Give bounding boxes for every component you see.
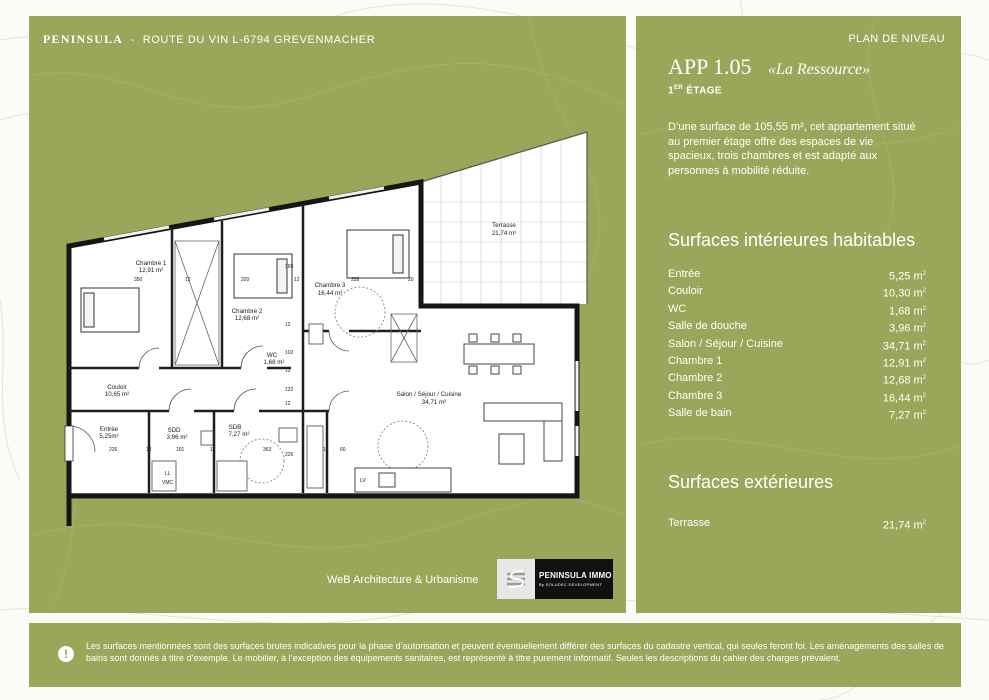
surface-label: WC — [668, 302, 687, 315]
floor-plan — [29, 16, 626, 613]
surface-value: 12,91 $m^2$ — [882, 357, 926, 370]
disclaimer-text: Les surfaces mentionnées sont des surfaces brutes indicatives pour la phase d’autorisation et peuvent éventuellement différer des surfaces du cadastre vertical, qui seules feront foi. Les aménagements des salles de bains sont donnés à titre d’exemple. Le mobilier, à l’exception des équipements sanitaires, est représenté à titre purement informatif. Seules les descriptions du cahier des charges prévalent. — [86, 641, 944, 663]
dim-102: 102 — [285, 350, 294, 356]
couloir-area: 10,65 m² — [104, 391, 130, 398]
entree-name: Entrée — [99, 426, 119, 433]
chambre3-area: 16,44 m² — [317, 290, 343, 297]
dim-363: 363 — [263, 447, 272, 453]
surface-value: 34,71 $m^2$ — [882, 340, 926, 353]
surface-value: 10,30 $m^2$ — [882, 288, 926, 301]
dim-122: 122 — [285, 387, 294, 393]
label-vmc: VMC — [162, 480, 174, 486]
dim-161: 161 — [176, 447, 185, 453]
floor-number: 1 — [668, 85, 674, 97]
developer-logo-name: PENINSULA IMMO — [539, 571, 612, 580]
terrasse-area: 21,74 m² — [491, 230, 517, 237]
apartment-name: «La Ressource» — [768, 61, 871, 78]
floor-label — [668, 85, 722, 96]
surface-label: Salle de douche — [668, 320, 747, 333]
salon-area: 34,71 m² — [421, 399, 447, 406]
bed-chambre3 — [347, 230, 409, 278]
floor-plan-panel — [29, 16, 626, 613]
dim-12f: 12 — [146, 447, 152, 453]
surface-label: Chambre 3 — [668, 389, 723, 402]
surface-label: Salon / Séjour / Cuisine — [668, 337, 783, 350]
interior-surfaces-list — [668, 266, 926, 423]
dim-60: 60 — [340, 447, 346, 453]
dim-20: 20 — [408, 277, 414, 283]
surface-value: 5,25 $m^2$ — [889, 270, 926, 283]
floor-word: ÉTAGE — [683, 85, 722, 97]
surface-value: 3,96 $m^2$ — [889, 322, 926, 335]
sdb-area: 7,27 m² — [228, 431, 250, 438]
plan-label: PLAN DE NIVEAU — [848, 33, 945, 45]
chambre1-name: Chambre 1 — [135, 260, 167, 267]
wc-name: WC — [266, 352, 278, 359]
bed-chambre2 — [234, 254, 292, 298]
surface-value: 1,68 $m^2$ — [889, 305, 926, 318]
developer-logo-text — [535, 559, 613, 599]
surface-row — [668, 388, 926, 405]
surface-value: 7,27 $m^2$ — [889, 409, 926, 422]
details-panel — [636, 16, 961, 613]
brand-name: PENINSULA — [43, 32, 124, 46]
label-ll: LL — [165, 471, 171, 477]
surface-label: Entrée — [668, 268, 701, 280]
sdd-name: SDD — [167, 427, 181, 434]
surface-row — [668, 266, 926, 283]
interior-surfaces-title: Surfaces intérieures habitables — [668, 230, 916, 250]
dim-350: 350 — [134, 277, 143, 283]
apartment-description: D’une surface de 105,55 m², cet appartement situé au premier étage offre des espaces de vie spacieux, trois chambres et est adapté aux personnes à mobilité réduite. — [668, 121, 916, 177]
surface-row — [668, 353, 926, 370]
dim-338: 338 — [351, 277, 360, 283]
terrasse-name: Terrasse — [492, 222, 516, 229]
label-lv: LV — [360, 478, 366, 484]
project-address: ROUTE DU VIN L-6794 GREVENMACHER — [142, 34, 376, 46]
surface-label: Salle de bain — [668, 407, 732, 420]
developer-logo-mark-icon — [497, 559, 535, 599]
bed-chambre1 — [81, 288, 139, 332]
chambre2-area: 12,68 m² — [234, 315, 260, 322]
entrance-marker — [65, 426, 73, 461]
developer-logo-sub: By SOLUDEC DEVELOPMENT — [539, 582, 603, 587]
surface-label: Terrasse — [668, 517, 711, 529]
dim-12c: 12 — [285, 322, 291, 328]
surface-row — [668, 515, 926, 532]
dim-12b: 12 — [294, 277, 300, 283]
chambre1-area: 12,91 m² — [138, 267, 164, 274]
chambre2-name: Chambre 2 — [231, 308, 263, 315]
dim-12e: 12 — [285, 401, 291, 407]
dim-12h: 12 — [323, 447, 329, 453]
exterior-surfaces-list — [668, 515, 926, 532]
kitchen-counter — [355, 468, 451, 492]
surface-label: Couloir — [668, 285, 703, 298]
surface-row — [668, 283, 926, 300]
salon-name: Salon / Séjour / Cuisine — [396, 391, 462, 398]
dim-226b: 226 — [285, 452, 294, 458]
dim-320: 320 — [241, 277, 250, 283]
apartment-title — [668, 54, 870, 80]
surface-value: 21,74 $m^2$ — [882, 519, 926, 532]
terrace-area — [421, 132, 587, 304]
dim-365: 365 — [285, 264, 294, 270]
surface-row — [668, 405, 926, 422]
surface-row — [668, 301, 926, 318]
surface-row — [668, 370, 926, 387]
developer-logo — [497, 559, 613, 599]
wc-area: 1,68 m² — [263, 359, 285, 366]
surface-row — [668, 318, 926, 335]
dim-12a: 12 — [185, 277, 191, 283]
sdb-name: SDB — [228, 424, 242, 431]
dim-226a: 226 — [109, 447, 118, 453]
dim-12d: 12 — [285, 368, 291, 374]
exterior-surfaces-title: Surfaces extérieures — [668, 472, 834, 492]
surface-label: Chambre 1 — [668, 354, 723, 367]
surface-value: 12,68 $m^2$ — [882, 375, 926, 387]
disclaimer-panel — [29, 623, 961, 687]
architect-credit: WeB Architecture & Urbanisme — [327, 574, 479, 586]
couloir-name: Couloir — [107, 384, 127, 391]
info-icon: ! — [58, 646, 74, 662]
surface-row — [668, 336, 926, 353]
surface-label: Chambre 2 — [668, 372, 723, 385]
dim-12g: 12 — [210, 447, 216, 453]
surface-value: 16,44 $m^2$ — [882, 392, 926, 405]
floor-suffix: ER — [673, 85, 684, 91]
sdd-area: 3,96 m² — [166, 434, 188, 441]
chambre3-name: Chambre 3 — [314, 282, 346, 289]
header-separator: - — [130, 34, 136, 46]
entree-area: 5,25m² — [99, 433, 119, 440]
apartment-code: APP 1.05 — [668, 54, 752, 79]
